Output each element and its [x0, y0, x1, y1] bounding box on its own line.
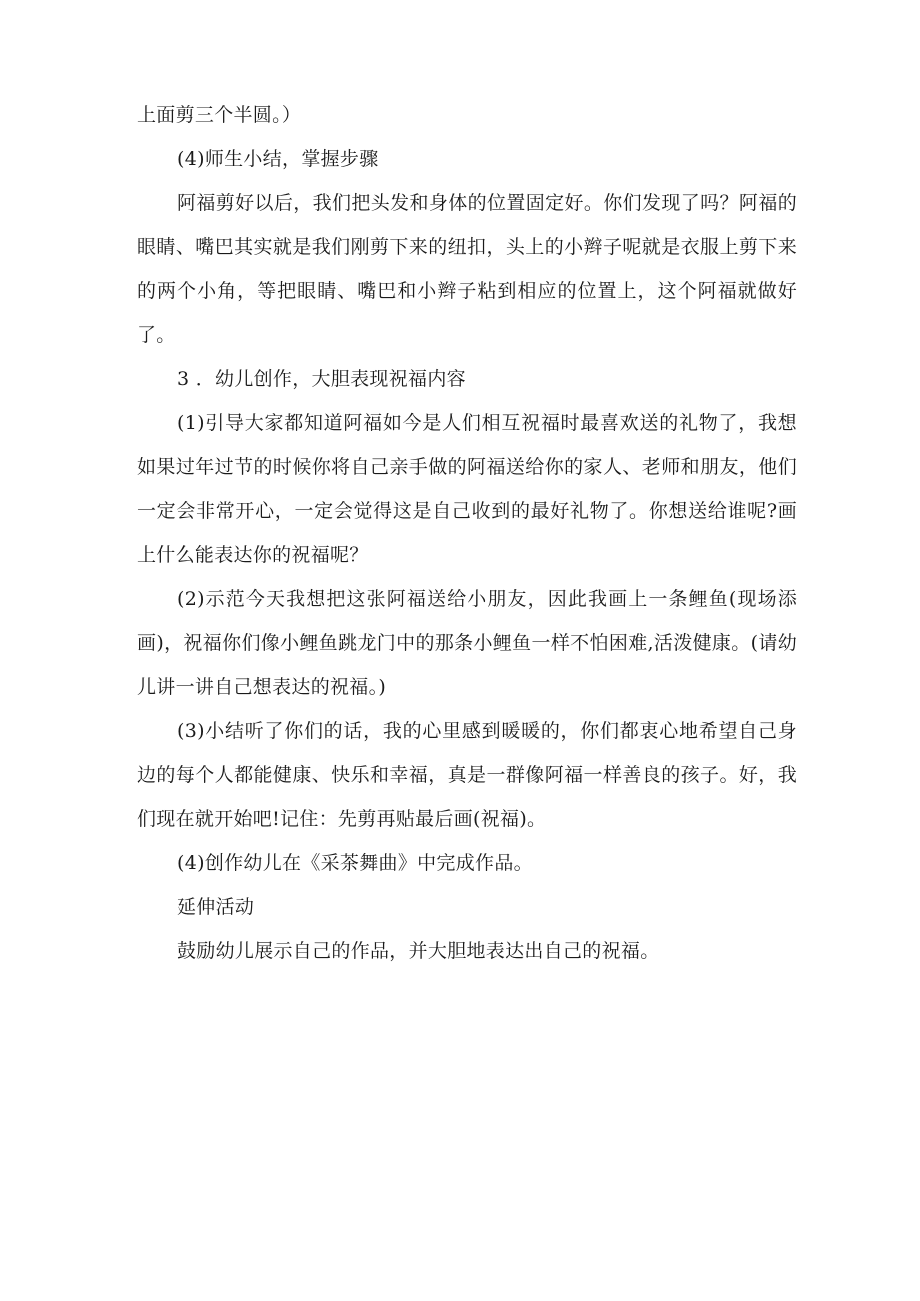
- paragraph-step-4-summary: (4)师生小结，掌握步骤: [177, 148, 379, 170]
- paragraph-step-2-demo: (2)示范今天我想把这张阿福送给小朋友，因此我画上一条鲤鱼(现场添画)，祝福你们像小鲤鱼跳龙门中的那条小鲤鱼一样不怕困难,活泼健康。(请幼儿讲一讲自己想表达的祝福。): [137, 588, 797, 698]
- paragraph-step-1-guide: (1)引导大家都知道阿福如今是人们相互祝福时最喜欢送的礼物了，我想如果过年过节的时候你将自己亲手做的阿福送给你的家人、老师和朋友，他们一定会非常开心，一定会觉得这是自己收到的最好礼物了。你想送给谁呢?画上什么能表达你的祝福呢？: [137, 412, 797, 566]
- document-page: [137, 93, 797, 973]
- paragraph-afu-assembly: 阿福剪好以后，我们把头发和身体的位置固定好。你们发现了吗？阿福的眼睛、嘴巴其实就是我们刚剪下来的纽扣，头上的小辫子呢就是衣服上剪下来的两个小角，等把眼睛、嘴巴和小辫子粘到相应的位置上，这个阿福就做好了。: [137, 192, 797, 346]
- paragraph-continuation: 上面剪三个半圆。）: [137, 104, 302, 126]
- section-heading-creation: 3 ．幼儿创作，大胆表现祝福内容: [177, 368, 466, 390]
- paragraph-extension-activity: 鼓励幼儿展示自己的作品，并大胆地表达出自己的祝福。: [177, 940, 660, 962]
- paragraph-step-4-create: (4)创作幼儿在《采茶舞曲》中完成作品。: [177, 852, 533, 874]
- section-heading-extension: 延伸活动: [177, 896, 255, 918]
- paragraph-step-3-summary: (3)小结听了你们的话，我的心里感到暖暖的，你们都衷心地希望自己身边的每个人都能健康、快乐和幸福，真是一群像阿福一样善良的孩子。好，我们现在就开始吧!记住：先剪再贴最后画(祝福)。: [137, 720, 797, 830]
